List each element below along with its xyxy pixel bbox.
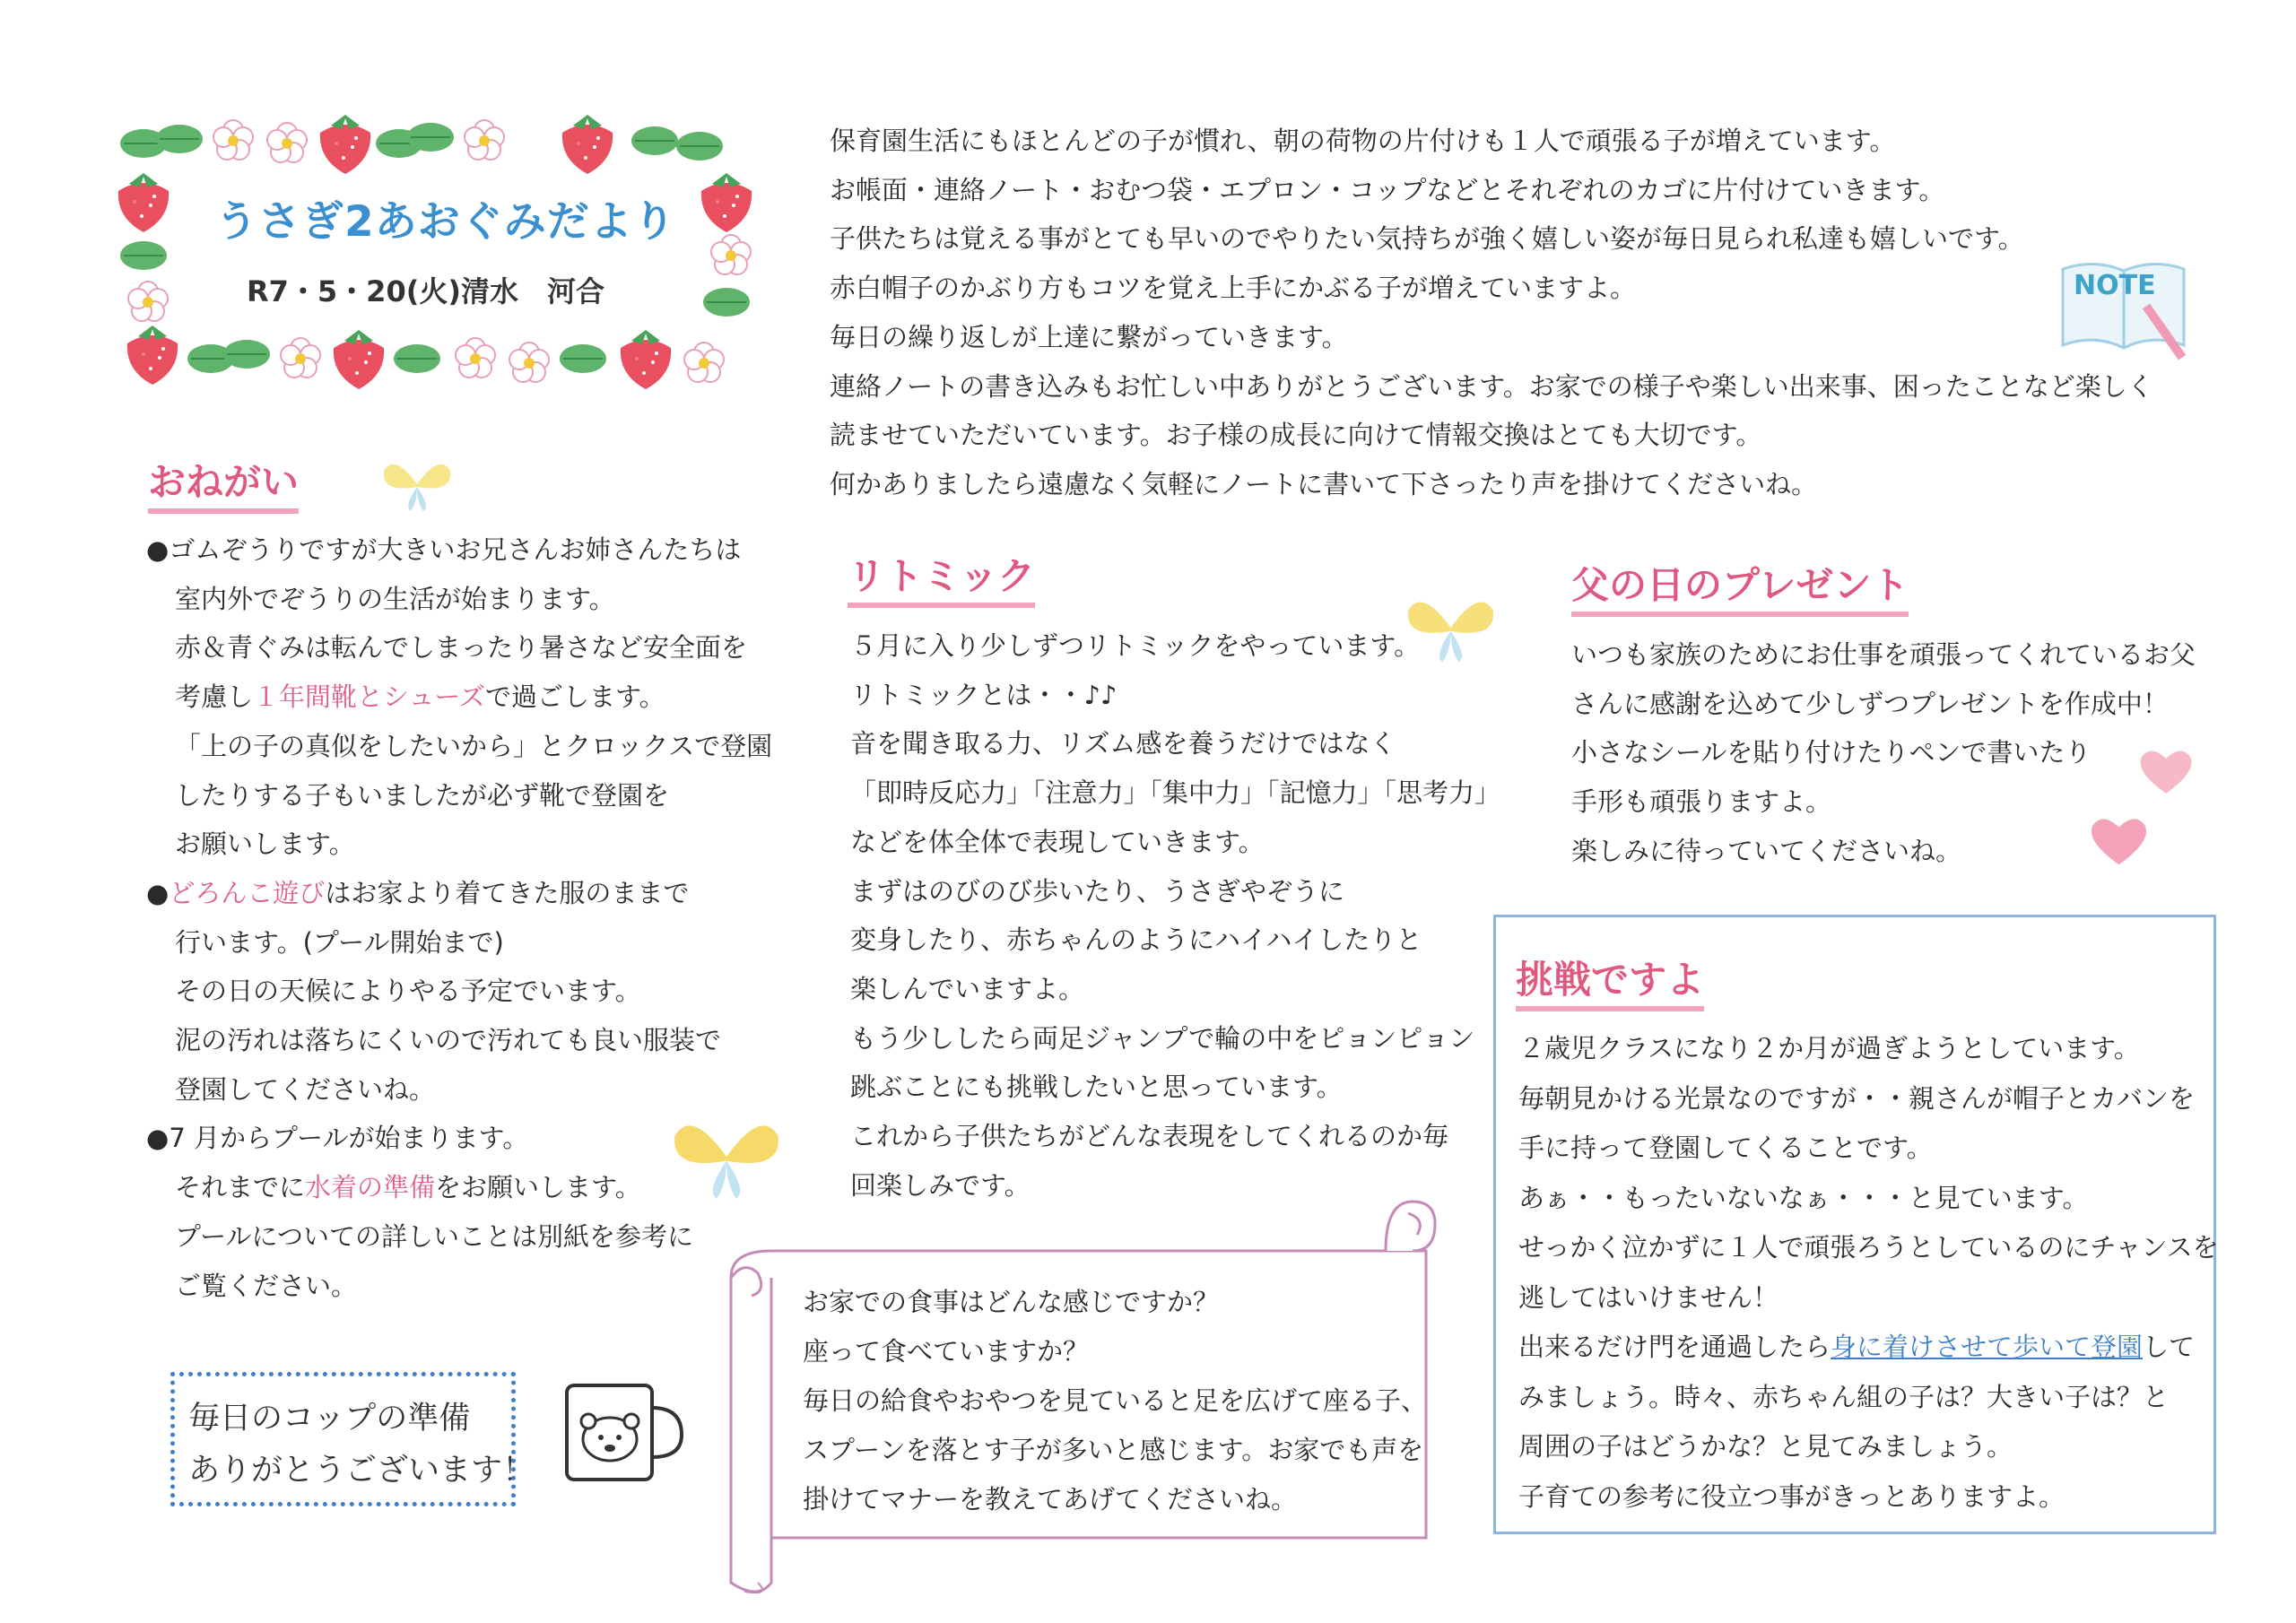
onegai-line: 行います。(プール開始まで) (175, 926, 504, 958)
onegai-line: お願いします。 (175, 829, 355, 860)
cup-line: 毎日のコップの準備 (188, 1401, 471, 1436)
cup-line: ありがとうございます！ (188, 1453, 535, 1488)
meal-line: スプーンを落とす子が多いと感じます。お家でも声を (803, 1435, 1424, 1465)
note-text: NOTE (2074, 270, 2156, 301)
meal-text (803, 1278, 1427, 1524)
meal-line: 座って食べていますか？ (803, 1336, 1090, 1367)
rhythmic-line: 楽しんでいますよ。 (850, 973, 1085, 1004)
onegai-line: 泥の汚れは落ちにくいので汚れても良い服装で (175, 1025, 722, 1056)
onegai-heading: おねがい (148, 453, 299, 514)
challenge-text (1518, 1024, 2219, 1522)
challenge-line: 出来るだけ門を通過したら (1518, 1332, 1831, 1362)
rhythmic-line: リトミックとは・・♪♪ (850, 679, 1118, 710)
fathers-line: 楽しみに待っていてくださいね。 (1571, 835, 1962, 866)
rhythmic-heading: リトミック (848, 547, 1035, 608)
challenge-line: ２歳児クラスになり２か月が過ぎようとしています。 (1518, 1033, 2140, 1063)
fathers-line: 小さなシールを貼り付けたりペンで書いたり (1571, 737, 2092, 768)
fathers-line: いつも家族のためにお仕事を頑張ってくれているお父 (1571, 639, 2196, 670)
highlight-mud-play: どろんこ遊び (169, 877, 326, 908)
challenge-line: 手に持って登園してくることです。 (1518, 1133, 1933, 1163)
onegai-line: 「上の子の真似をしたいから」とクロックスで登園 (175, 730, 773, 761)
challenge-line: 周囲の子はどうかな？と見てみましょう。 (1518, 1431, 2013, 1462)
onegai-line: その日の天候によりやる予定でいます。 (175, 976, 641, 1007)
fathers-day-heading: 父の日のプレゼント (1571, 556, 1909, 617)
rhythmic-line: 変身したり、赤ちゃんのようにハイハイしたりと (850, 924, 1422, 956)
onegai-line: で過ごします。 (485, 681, 665, 713)
challenge-line: 子育ての参考に役立つ事がきっとありますよ。 (1518, 1480, 2066, 1512)
challenge-heading: 挑戦ですよ (1516, 950, 1704, 1011)
onegai-line: 7 月からプールが始まります。 (169, 1123, 529, 1154)
rhythmic-line: 音を聞き取る力、リズム感を養うだけではなく (850, 728, 1396, 759)
bullet: ● (146, 534, 170, 565)
onegai-line: 赤＆青ぐみは転んでしまったり暑さなど安全面を (175, 632, 748, 664)
challenge-line: 逃してはいけません！ (1518, 1281, 1779, 1313)
newsletter-title: うさぎ2あおぐみだより (215, 197, 676, 247)
intro-line: 子供たちは覚える事がとても早いのでやりたい気持ちが強く嬉しい姿が毎日見られ私達も嬉しいです。 (830, 223, 2024, 255)
challenge-line: して (2143, 1332, 2196, 1362)
onegai-line: プールについての詳しいことは別紙を参考に (175, 1220, 693, 1252)
intro-line: 連絡ノートの書き込みもお忙しい中ありがとうございます。お家での様子や楽しい出来事、困ったことなど楽しく (830, 370, 2153, 402)
strawberry-flower-frame (108, 103, 762, 399)
newsletter-date-authors: R7・5・20(火)清水 河合 (247, 274, 604, 308)
meal-line: 毎日の給食やおやつを見ていると足を広げて座る子、 (803, 1385, 1428, 1416)
onegai-line: ゴムぞうりですが大きいお兄さんお姉さんたちは (169, 534, 742, 565)
meal-line: 掛けてマナーを教えてあげてくださいね。 (803, 1484, 1298, 1515)
onegai-line: ご覧ください。 (175, 1270, 358, 1301)
onegai-line: 室内外でぞうりの生活が始まります。 (175, 583, 615, 614)
challenge-line: みましょう。時々、赤ちゃん組の子は？大きい子は？と (1518, 1381, 2170, 1412)
rhythmic-text (850, 621, 1500, 1210)
challenge-line: あぁ・・もったいないなぁ・・・と見ています。 (1518, 1182, 2089, 1213)
intro-paragraph (830, 117, 2153, 509)
meal-line: お家での食事はどんな感じですか？ (803, 1287, 1220, 1317)
onegai-line: はお家より着てきた服のままで (325, 877, 690, 908)
onegai-line: したりする子もいましたが必ず靴で登園を (175, 779, 670, 811)
intro-line: 読ませていただいています。お子様の成長に向けて情報交換はとても大切です。 (830, 420, 1762, 451)
intro-line: 何かありましたら遠慮なく気軽にノートに書いて下さったり声を掛けてくださいね。 (830, 468, 1818, 499)
bullet: ● (146, 877, 170, 908)
onegai-line: それまでに (175, 1172, 306, 1203)
rhythmic-line: ５月に入り少しずつリトミックをやっています。 (850, 630, 1421, 661)
highlight-swimsuit: 水着の準備 (305, 1172, 436, 1203)
fathers-line: 手形も頑張りますよ。 (1571, 786, 1832, 818)
rhythmic-line: 跳ぶことにも挑戦したいと思っています。 (850, 1072, 1343, 1103)
fathers-line: さんに感謝を込めて少しずつプレゼントを作成中！ (1571, 688, 2169, 719)
highlight-shoes: １年間靴とシューズ (253, 681, 485, 713)
cup-thanks-text (188, 1393, 534, 1497)
onegai-line: 登園してくださいね。 (175, 1073, 436, 1105)
highlight-walk-in: 身に着けさせて歩いて登園 (1831, 1332, 2144, 1362)
bear-mug-icon (556, 1367, 691, 1493)
bullet: ● (146, 1123, 170, 1154)
intro-line: 毎日の繰り返しが上達に繋がっていきます。 (830, 321, 1348, 352)
butterfly-icon (377, 453, 457, 516)
heart-icon (2135, 744, 2197, 798)
notebook-pencil-icon (2054, 251, 2197, 377)
onegai-line: をお願いします。 (435, 1172, 641, 1203)
rhythmic-line: これから子供たちがどんな表現をしてくれるのか毎 (850, 1121, 1449, 1152)
challenge-line: 毎朝見かける光景なのですが・・親さんが帽子とカバンを (1518, 1082, 2196, 1114)
intro-line: お帳面・連絡ノート・おむつ袋・エプロン・コップなどとそれぞれのカゴに片付けていきます。 (830, 174, 1945, 205)
heart-icon (2085, 812, 2152, 870)
rhythmic-line: 回楽しみです。 (850, 1169, 1031, 1201)
rhythmic-line: 「即時反応力」「注意力」「集中力」「記憶力」「思考力」 (850, 777, 1501, 809)
challenge-line: せっかく泣かずに１人で頑張ろうとしているのにチャンスを (1518, 1232, 2219, 1263)
rhythmic-line: などを体全体で表現していきます。 (850, 826, 1265, 857)
intro-line: 赤白帽子のかぶり方もコツを覚え上手にかぶる子が増えていますよ。 (830, 273, 1637, 304)
intro-line: 保育園生活にもほとんどの子が慣れ、朝の荷物の片付けも１人で頑張る子が増えています。 (830, 126, 1896, 156)
rhythmic-line: まずはのびのび歩いたり、うさぎやぞうに (850, 875, 1345, 907)
onegai-line: 考慮し (175, 681, 254, 713)
rhythmic-line: もう少ししたら両足ジャンプで輪の中をピョンピョン (850, 1022, 1475, 1054)
